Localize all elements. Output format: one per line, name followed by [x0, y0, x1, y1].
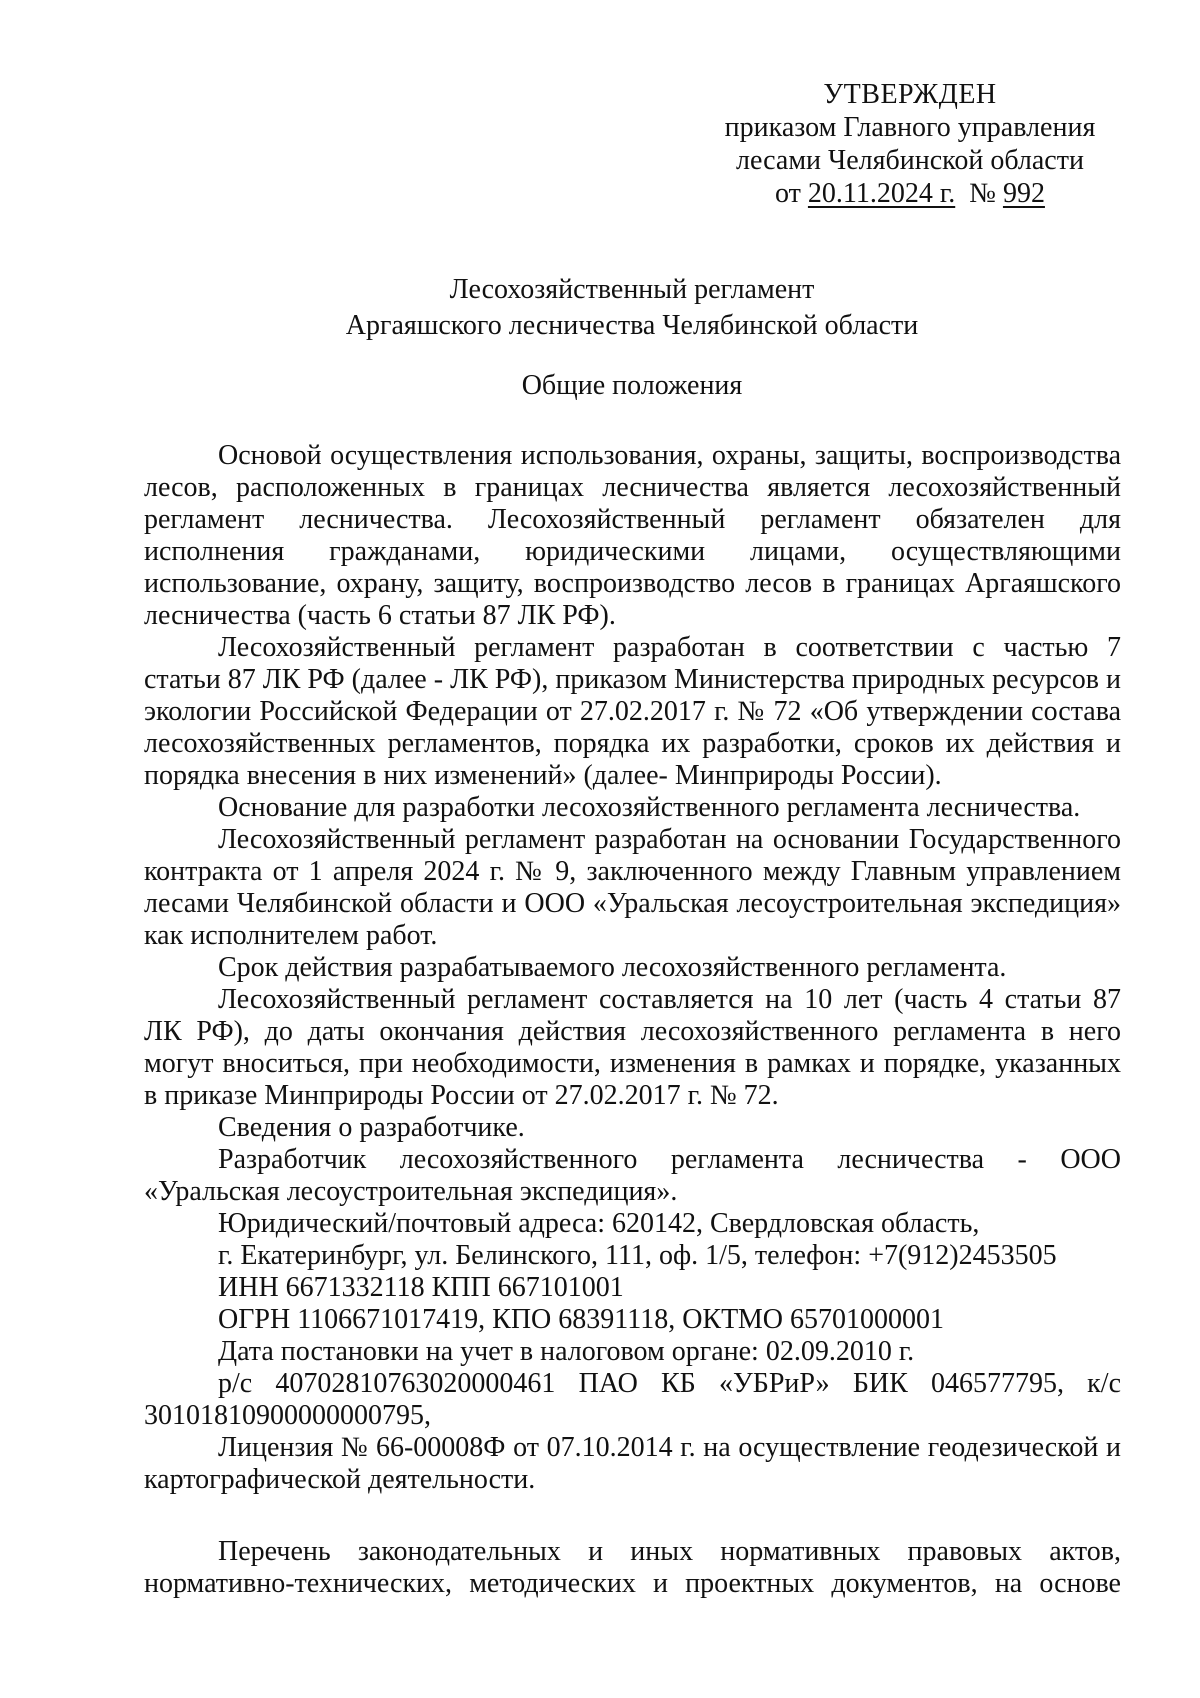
paragraph-development-basis-heading: Основание для разработки лесохозяйственного регламента лесничества.	[218, 792, 1081, 823]
paragraph-inn-kpp: ИНН 6671332118 КПП 667101001	[218, 1272, 624, 1303]
section-title: Общие положения	[521, 370, 743, 401]
paragraph-developer: Разработчик лесохозяйственного регламента лесничества - ООО «Уральская лесоустроительная экспедиция».	[144, 1144, 1121, 1207]
paragraph-tax-registration: Дата постановки на учет в налоговом органе: 02.09.2010 г.	[218, 1336, 915, 1367]
paragraph-term: Лесохозяйственный регламент составляется на 10 лет (часть 4 статьи 87 ЛК РФ), до даты окончания действия лесохозяйственного регламента в него могут вноситься, при необходимости, изменения в рамках и порядке, указанных в приказе Минприроды России от 27.02.2017 г. № 72.	[144, 984, 1121, 1111]
paragraph-license: Лицензия № 66-00008Ф от 07.10.2014 г. на осуществление геодезической и картографической деятельности.	[144, 1432, 1121, 1495]
approval-stamp	[700, 78, 1120, 210]
document-body	[144, 440, 1121, 1600]
paragraph-developer-heading: Сведения о разработчике.	[218, 1112, 525, 1143]
paragraph-basis: Основой осуществления использования, охраны, защиты, воспроизводства лесов, расположенных в границах лесничества является лесохозяйственный регламент лесничества. Лесохозяйственный регламент обязателен для исполнения гражданами, юридическими лицами, осуществляющими использование, охрану, защиту, воспроизводство лесов в границах Аргаяшского лесничества (часть 6 статьи 87 ЛК РФ).	[144, 440, 1121, 631]
approval-number: 992	[1002, 178, 1045, 209]
document-title-line-1: Лесохозяйственный регламент	[449, 274, 815, 305]
paragraph-developed-per: Лесохозяйственный регламент разработан в соответствии с частью 7 статьи 87 ЛК РФ (далее - ЛК РФ), приказом Министерства природных ресурсов и экологии Российской Федерации от 27.02.2017 г. № 72 «Об утверждении состава лесохозяйственных регламентов, порядка их разработки, сроков их действия и порядка внесения в них изменений» (далее- Минприроды России).	[144, 632, 1121, 791]
approval-line-2: лесами Челябинской области	[736, 145, 1084, 176]
paragraph-legal-acts-list: Перечень законодательных и иных нормативных правовых актов, нормативно-технических, методических и проектных документов, на основе	[144, 1536, 1121, 1599]
paragraph-ogrn: ОГРН 1106671017419, КПО 68391118, ОКТМО 65701000001	[218, 1304, 944, 1335]
approval-number-prefix: №	[969, 178, 996, 209]
paragraph-term-heading: Срок действия разрабатываемого лесохозяйственного регламента.	[218, 952, 1007, 983]
paragraph-contract: Лесохозяйственный регламент разработан на основании Государственного контракта от 1 апреля 2024 г. № 9, заключенного между Главным управлением лесами Челябинской области и ООО «Уральская лесоустроительная экспедиция» как исполнителем работ.	[144, 824, 1121, 951]
document-title	[0, 272, 1200, 344]
paragraph-bank-details: р/с 40702810763020000461 ПАО КБ «УБРиР» БИК 046577795, к/с 30101810900000000795,	[144, 1368, 1121, 1431]
paragraph-address-2: г. Екатеринбург, ул. Белинского, 111, оф. 1/5, телефон: +7(912)2453505	[218, 1240, 1057, 1271]
approval-date-prefix: от	[775, 178, 801, 209]
approval-date-line	[700, 177, 1120, 210]
approval-title: УТВЕРЖДЕН	[823, 79, 997, 110]
approval-line-1: приказом Главного управления	[724, 112, 1096, 143]
approval-date: 20.11.2024 г.	[807, 178, 956, 209]
document-title-line-2: Аргаяшского лесничества Челябинской области	[345, 310, 919, 341]
paragraph-address-1: Юридический/почтовый адреса: 620142, Свердловская область,	[218, 1208, 980, 1239]
